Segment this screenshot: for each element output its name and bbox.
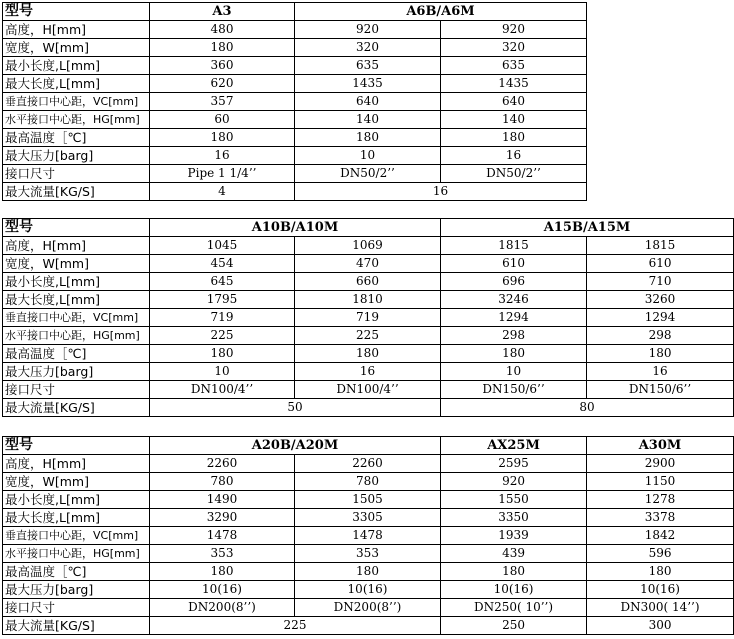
- row-label: 垂直接口中心距，VC[mm]: [3, 93, 150, 111]
- table-row: [3, 75, 587, 93]
- row-label: 最大长度,L[mm]: [3, 75, 150, 93]
- cell: DN200(8’’): [150, 599, 295, 617]
- table-row: [3, 473, 734, 491]
- cell: 180: [441, 129, 587, 147]
- cell: 1815: [441, 237, 587, 255]
- cell: 10(16): [295, 581, 441, 599]
- cell: 140: [295, 111, 441, 129]
- cell: 353: [295, 545, 441, 563]
- table-row: [3, 545, 734, 563]
- model-label: 型号: [3, 437, 150, 455]
- cell: 140: [441, 111, 587, 129]
- cell: 50: [150, 399, 441, 417]
- cell: 920: [441, 473, 587, 491]
- cell: 1069: [295, 237, 441, 255]
- cell: 1490: [150, 491, 295, 509]
- row-label: 最大压力[barg]: [3, 147, 150, 165]
- cell: 596: [587, 545, 734, 563]
- cell: 696: [441, 273, 587, 291]
- cell: 454: [150, 255, 295, 273]
- cell: 180: [295, 345, 441, 363]
- row-label: 最小长度,L[mm]: [3, 57, 150, 75]
- cell: 225: [150, 327, 295, 345]
- cell: 470: [295, 255, 441, 273]
- cell: 2260: [150, 455, 295, 473]
- cell: 1294: [441, 309, 587, 327]
- cell: 1795: [150, 291, 295, 309]
- cell: 180: [441, 345, 587, 363]
- cell: 10(16): [587, 581, 734, 599]
- cell: 298: [441, 327, 587, 345]
- cell: 10: [150, 363, 295, 381]
- cell: 1045: [150, 237, 295, 255]
- cell: 300: [587, 617, 734, 635]
- cell: 4: [150, 183, 295, 201]
- row-label: 宽度，W[mm]: [3, 39, 150, 57]
- row-label: 最大流量[KG/S]: [3, 399, 150, 417]
- model-label: 型号: [3, 3, 150, 21]
- cell: 16: [295, 183, 587, 201]
- cell: 320: [295, 39, 441, 57]
- cell: 360: [150, 57, 295, 75]
- cell: 10: [295, 147, 441, 165]
- cell: 1278: [587, 491, 734, 509]
- table-row: [3, 129, 587, 147]
- cell: 719: [295, 309, 441, 327]
- table-row: [3, 345, 734, 363]
- row-label: 水平接口中心距，HG[mm]: [3, 545, 150, 563]
- cell: 635: [295, 57, 441, 75]
- cell: 480: [150, 21, 295, 39]
- cell: DN200(8’’): [295, 599, 441, 617]
- cell: DN50/2’’: [441, 165, 587, 183]
- header-row: [3, 3, 587, 21]
- cell: 645: [150, 273, 295, 291]
- cell: 180: [441, 563, 587, 581]
- cell: 640: [295, 93, 441, 111]
- cell: 610: [441, 255, 587, 273]
- cell: 180: [150, 39, 295, 57]
- cell: 357: [150, 93, 295, 111]
- cell: 3260: [587, 291, 734, 309]
- cell: 660: [295, 273, 441, 291]
- cell: 10(16): [150, 581, 295, 599]
- row-label: 最高温度［℃]: [3, 129, 150, 147]
- cell: 225: [295, 327, 441, 345]
- cell: 180: [587, 345, 734, 363]
- cell: 1435: [441, 75, 587, 93]
- table-row: [3, 527, 734, 545]
- cell: 180: [150, 345, 295, 363]
- cell: 719: [150, 309, 295, 327]
- row-label: 最小长度,L[mm]: [3, 273, 150, 291]
- row-label: 接口尺寸: [3, 599, 150, 617]
- row-label: 接口尺寸: [3, 165, 150, 183]
- cell: 60: [150, 111, 295, 129]
- row-label: 高度，H[mm]: [3, 237, 150, 255]
- table-row: [3, 509, 734, 527]
- row-label: 宽度，W[mm]: [3, 255, 150, 273]
- cell: Pipe 1 1/4’’: [150, 165, 295, 183]
- cell: 3378: [587, 509, 734, 527]
- cell: DN300( 14’’): [587, 599, 734, 617]
- cell: 2595: [441, 455, 587, 473]
- cell: 16: [295, 363, 441, 381]
- cell: 1815: [587, 237, 734, 255]
- row-label: 最大流量[KG/S]: [3, 617, 150, 635]
- table-row: [3, 599, 734, 617]
- cell: 1842: [587, 527, 734, 545]
- table-row: [3, 57, 587, 75]
- cell: 16: [587, 363, 734, 381]
- table-row: [3, 237, 734, 255]
- row-label: 最大长度,L[mm]: [3, 291, 150, 309]
- cell: 250: [441, 617, 587, 635]
- cell: 3246: [441, 291, 587, 309]
- model-a15: A15B/A15M: [441, 219, 734, 237]
- row-label: 垂直接口中心距，VC[mm]: [3, 309, 150, 327]
- row-label: 最小长度,L[mm]: [3, 491, 150, 509]
- cell: 920: [295, 21, 441, 39]
- spec-table-a20-a30: [2, 436, 734, 635]
- cell: 780: [150, 473, 295, 491]
- table-row: [3, 363, 734, 381]
- cell: 1150: [587, 473, 734, 491]
- row-label: 水平接口中心距，HG[mm]: [3, 111, 150, 129]
- cell: 620: [150, 75, 295, 93]
- table-row: [3, 291, 734, 309]
- table-row: [3, 617, 734, 635]
- table-row: [3, 39, 587, 57]
- cell: 16: [150, 147, 295, 165]
- cell: 298: [587, 327, 734, 345]
- row-label: 最大压力[barg]: [3, 581, 150, 599]
- row-label: 垂直接口中心距，VC[mm]: [3, 527, 150, 545]
- cell: 1478: [150, 527, 295, 545]
- cell: 180: [150, 563, 295, 581]
- table-row: [3, 581, 734, 599]
- row-label: 水平接口中心距，HG[mm]: [3, 327, 150, 345]
- cell: 1505: [295, 491, 441, 509]
- row-label: 最大压力[barg]: [3, 363, 150, 381]
- table-row: [3, 563, 734, 581]
- cell: 439: [441, 545, 587, 563]
- model-a30: A30M: [587, 437, 734, 455]
- cell: DN100/4’’: [295, 381, 441, 399]
- cell: 3290: [150, 509, 295, 527]
- model-label: 型号: [3, 219, 150, 237]
- cell: 3305: [295, 509, 441, 527]
- table-row: [3, 399, 734, 417]
- cell: 10(16): [441, 581, 587, 599]
- model-ax25: AX25M: [441, 437, 587, 455]
- cell: 1810: [295, 291, 441, 309]
- cell: 2900: [587, 455, 734, 473]
- row-label: 最大长度,L[mm]: [3, 509, 150, 527]
- cell: DN250( 10’’): [441, 599, 587, 617]
- cell: 780: [295, 473, 441, 491]
- table-row: [3, 273, 734, 291]
- cell: 80: [441, 399, 734, 417]
- table-row: [3, 147, 587, 165]
- row-label: 接口尺寸: [3, 381, 150, 399]
- table-row: [3, 491, 734, 509]
- table-row: [3, 183, 587, 201]
- table-row: [3, 381, 734, 399]
- cell: 320: [441, 39, 587, 57]
- cell: DN150/6’’: [587, 381, 734, 399]
- cell: 180: [150, 129, 295, 147]
- cell: 225: [150, 617, 441, 635]
- header-row: [3, 219, 734, 237]
- cell: 10: [441, 363, 587, 381]
- cell: 1294: [587, 309, 734, 327]
- cell: 2260: [295, 455, 441, 473]
- cell: 1435: [295, 75, 441, 93]
- row-label: 宽度，W[mm]: [3, 473, 150, 491]
- spec-table-a3-a6: [2, 2, 587, 201]
- cell: 1478: [295, 527, 441, 545]
- cell: 610: [587, 255, 734, 273]
- cell: 920: [441, 21, 587, 39]
- model-a3: A3: [150, 3, 295, 21]
- cell: 640: [441, 93, 587, 111]
- table-row: [3, 309, 734, 327]
- row-label: 最大流量[KG/S]: [3, 183, 150, 201]
- table-row: [3, 255, 734, 273]
- cell: 1939: [441, 527, 587, 545]
- model-a20: A20B/A20M: [150, 437, 441, 455]
- cell: 180: [295, 129, 441, 147]
- spec-table-a10-a15: [2, 218, 734, 417]
- table-row: [3, 327, 734, 345]
- cell: 16: [441, 147, 587, 165]
- cell: DN50/2’’: [295, 165, 441, 183]
- table-row: [3, 165, 587, 183]
- cell: 180: [587, 563, 734, 581]
- model-a10: A10B/A10M: [150, 219, 441, 237]
- cell: 353: [150, 545, 295, 563]
- cell: 180: [295, 563, 441, 581]
- row-label: 最高温度［℃]: [3, 345, 150, 363]
- row-label: 最高温度［℃]: [3, 563, 150, 581]
- cell: 1550: [441, 491, 587, 509]
- cell: DN150/6’’: [441, 381, 587, 399]
- row-label: 高度，H[mm]: [3, 21, 150, 39]
- table-row: [3, 21, 587, 39]
- cell: 3350: [441, 509, 587, 527]
- table-row: [3, 111, 587, 129]
- model-a6: A6B/A6M: [295, 3, 587, 21]
- table-row: [3, 455, 734, 473]
- cell: 710: [587, 273, 734, 291]
- cell: 635: [441, 57, 587, 75]
- row-label: 高度，H[mm]: [3, 455, 150, 473]
- header-row: [3, 437, 734, 455]
- cell: DN100/4’’: [150, 381, 295, 399]
- table-row: [3, 93, 587, 111]
